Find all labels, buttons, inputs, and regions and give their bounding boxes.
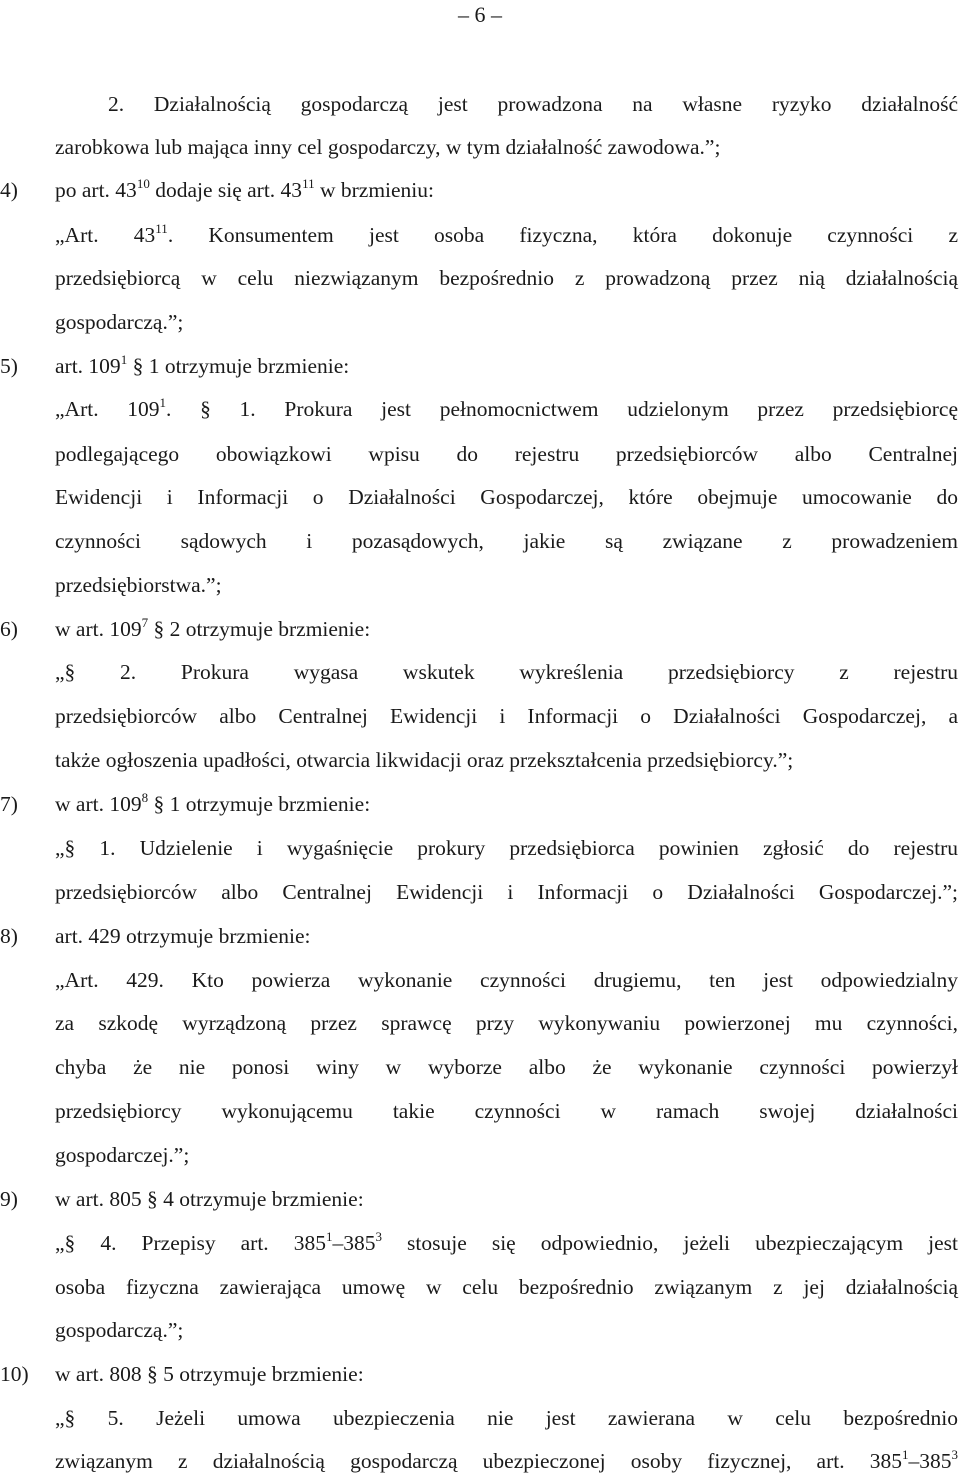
text-line: zarobkowa lub mająca inny cel gospodarczy, w tym działalność zawodowa.”; (55, 135, 721, 159)
superscript: 1 (159, 395, 167, 410)
text-line: chyba że nie ponosi winy w wyborze albo że wykonanie czynności powierzył (55, 1055, 958, 1079)
text-line: gospodarczą.”; (55, 310, 184, 334)
text-line: przedsiębiorcą w celu niezwiązanym bezpośrednio z prowadzoną przez nią działalnością (55, 266, 958, 290)
superscript: 3 (951, 1447, 958, 1462)
text-line: „§ 5. Jeżeli umowa ubezpieczenia nie jest zawierana w celu bezpośrednio (55, 1406, 958, 1430)
text-line: podlegającego obowiązkowi wpisu do rejestru przedsiębiorców albo Centralnej (55, 442, 958, 466)
text-line: „Art. 429. Kto powierza wykonanie czynności drugiemu, ten jest odpowiedzialny (55, 968, 958, 992)
text-line: „§ 4. Przepisy art. $385^1-385^3$ stosuje się odpowiednio, jeżeli ubezpieczającym jest (55, 1229, 959, 1255)
text-line: „§ 1. Udzielenie i wygaśnięcie prokury przedsiębiorca powinien zgłosić do rejestru (55, 836, 958, 860)
text-line: związanym z działalnością gospodarczą ubezpieczonej osoby fizycznej, art. $385^1-385^3$ (55, 1447, 958, 1473)
item-number: 9) (0, 1187, 18, 1211)
superscript: 10 (136, 176, 150, 191)
text-line: w art. $109^8$ § 1 otrzymuje brzmienie: (55, 790, 371, 816)
text-line: czynności sądowych i pozasądowych, jakie są związane z prowadzeniem (55, 529, 958, 553)
item-number: 10) (0, 1362, 29, 1386)
text-line: w art. 808 § 5 otrzymuje brzmienie: (55, 1362, 364, 1386)
text-line: także ogłoszenia upadłości, otwarcia likwidacji oraz przekształcenia przedsiębiorcy.”; (55, 748, 794, 772)
text-line: w art. $109^7$ § 2 otrzymuje brzmienie: (55, 615, 371, 641)
superscript: 1 (326, 1229, 333, 1244)
text-line: „Art. $43^{11}$. Konsumentem jest osoba fizyczna, która dokonuje czynności z (55, 221, 958, 247)
superscript: 8 (141, 790, 149, 805)
text-line: art. 429 otrzymuje brzmienie: (55, 924, 311, 948)
text-line: gospodarczą.”; (55, 1318, 184, 1342)
text-line: osoba fizyczna zawierająca umowę w celu bezpośrednio związanym z jej działalnością (55, 1275, 958, 1299)
text-line: „Art. $109^1$. § 1. Prokura jest pełnomocnictwem udzielonym przez przedsiębiorcę (55, 395, 958, 421)
text-line: przedsiębiorstwa.”; (55, 573, 222, 597)
text-line: Ewidencji i Informacji o Działalności Gospodarczej, które obejmuje umocowanie do (55, 485, 958, 509)
text-line: przedsiębiorców albo Centralnej Ewidencji i Informacji o Działalności Gospodarczej, a (55, 704, 958, 728)
superscript: 3 (375, 1229, 382, 1244)
superscript: 7 (141, 615, 149, 630)
text-line: „§ 2. Prokura wygasa wskutek wykreślenia przedsiębiorcy z rejestru (55, 660, 958, 684)
text-line: po art. $43^{10}$ dodaje się art. $43^{11}$ w brzmieniu: (55, 176, 435, 202)
item-number: 7) (0, 792, 18, 816)
text-line: gospodarczej.”; (55, 1143, 190, 1167)
page-number: – 6 – (458, 2, 502, 27)
superscript: 11 (155, 221, 168, 236)
superscript: 1 (120, 352, 128, 367)
text-line: w art. 805 § 4 otrzymuje brzmienie: (55, 1187, 364, 1211)
superscript: 11 (302, 176, 315, 191)
text-line: za szkodę wyrządzoną przez sprawcę przy wykonywaniu powierzonej mu czynności, (55, 1011, 958, 1035)
text-line: art. $109^1$ § 1 otrzymuje brzmienie: (55, 352, 350, 378)
text-line: przedsiębiorców albo Centralnej Ewidencji i Informacji o Działalności Gospodarczej.”; (55, 880, 958, 904)
text-line: przedsiębiorcy wykonującemu takie czynności w ramach swojej działalności (55, 1099, 958, 1123)
item-number: 8) (0, 924, 18, 948)
item-number: 4) (0, 178, 18, 202)
item-number: 6) (0, 617, 18, 641)
item-number: 5) (0, 354, 18, 378)
text-line: 2. Działalnością gospodarczą jest prowadzona na własne ryzyko działalność (108, 92, 958, 116)
superscript: 1 (902, 1447, 909, 1462)
